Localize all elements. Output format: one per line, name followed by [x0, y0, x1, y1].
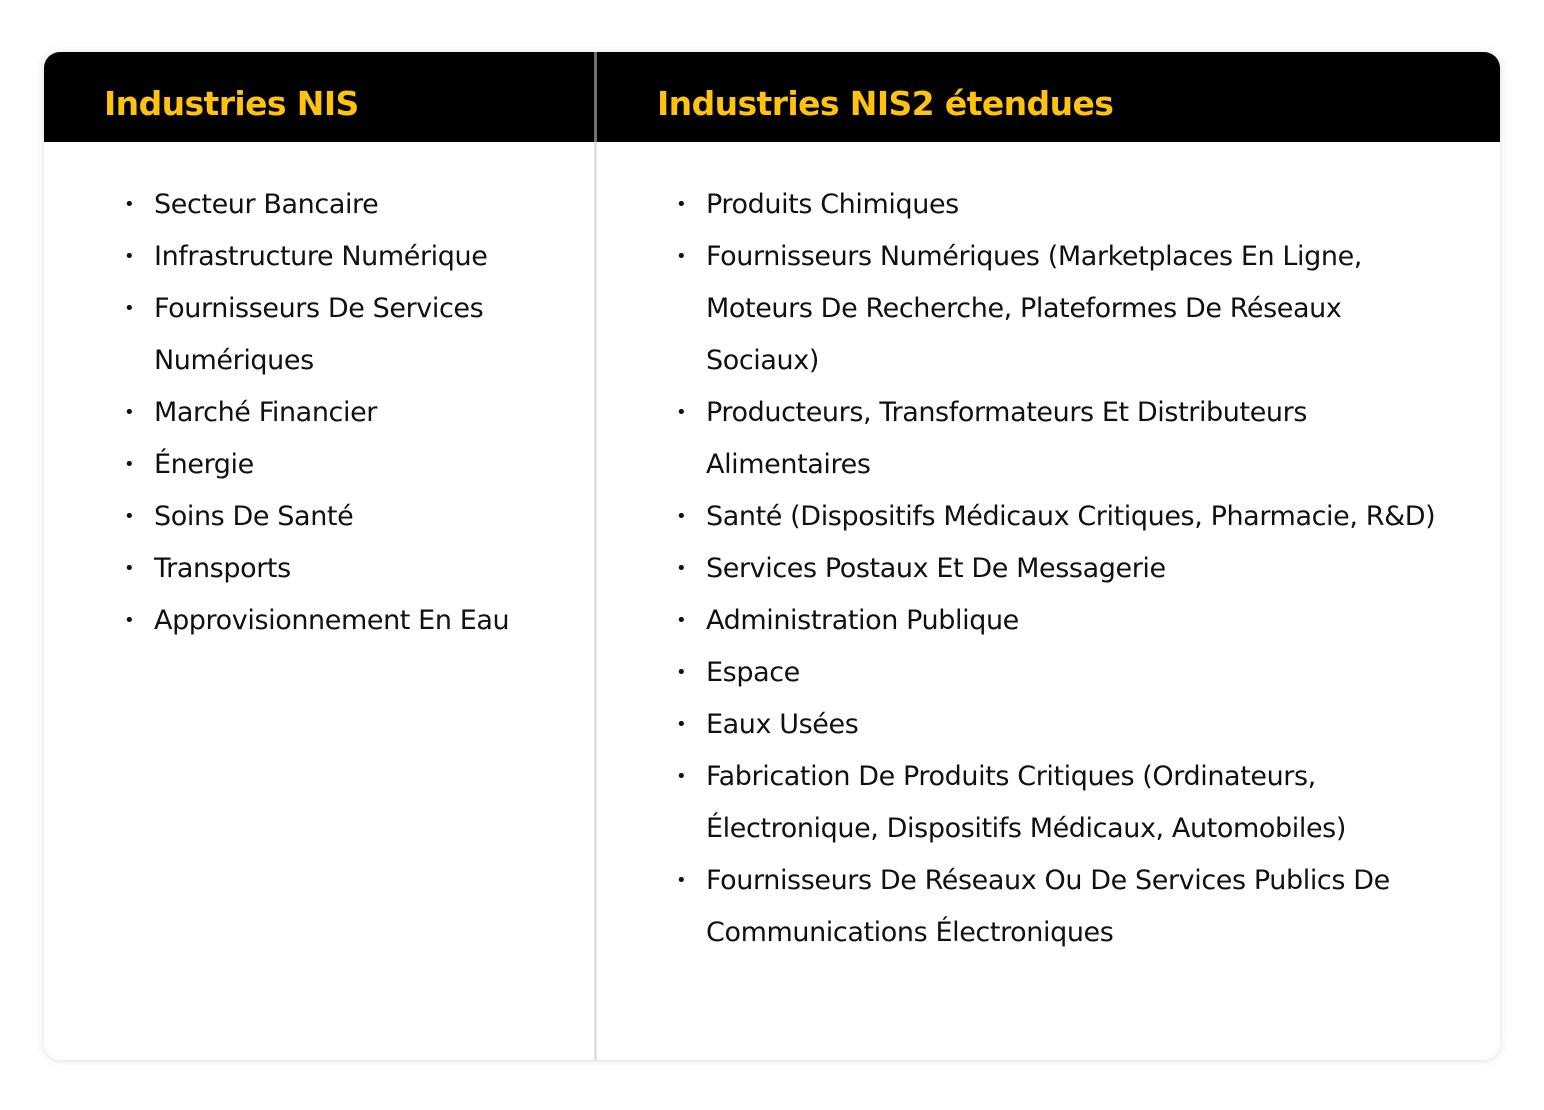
- list-item-label: Fabrication De Produits Critiques (Ordinateurs, Électronique, Dispositifs Médicaux, Automobiles): [706, 761, 1346, 844]
- list-item: [124, 231, 576, 283]
- bullet-icon: •: [676, 506, 687, 527]
- list-item: [676, 179, 1436, 231]
- bullet-icon: •: [676, 402, 687, 423]
- bullet-icon: •: [124, 194, 135, 215]
- list-item-label: Fournisseurs De Services Numériques: [154, 293, 484, 376]
- list-item-label: Fournisseurs Numériques (Marketplaces En Ligne, Moteurs De Recherche, Plateformes De Réseaux Sociaux): [706, 241, 1362, 376]
- list-item: [124, 595, 576, 647]
- list-item-label: Santé (Dispositifs Médicaux Critiques, Pharmacie, R&D): [706, 501, 1436, 532]
- list-item-label: Infrastructure Numérique: [154, 241, 488, 272]
- bullet-icon: •: [124, 506, 135, 527]
- list-item-label: Marché Financier: [154, 397, 377, 428]
- list-item: [676, 647, 1436, 699]
- bullet-icon: •: [124, 454, 135, 475]
- list-item: [124, 491, 576, 543]
- bullet-icon: •: [676, 714, 687, 735]
- bullet-icon: •: [676, 558, 687, 579]
- bullet-icon: •: [676, 246, 687, 267]
- bullet-icon: •: [676, 766, 687, 787]
- list-item-label: Administration Publique: [706, 605, 1019, 636]
- list-item: [676, 699, 1436, 751]
- bullet-icon: •: [676, 662, 687, 683]
- list-item: [124, 283, 576, 387]
- bullet-icon: •: [124, 402, 135, 423]
- list-item-label: Énergie: [154, 449, 254, 480]
- nis2-industries-list: [676, 179, 1436, 959]
- list-item-label: Secteur Bancaire: [154, 189, 379, 220]
- column-divider-header: [594, 52, 597, 142]
- column-title-nis: Industries NIS: [104, 84, 359, 123]
- list-item: [124, 439, 576, 491]
- list-item: [124, 179, 576, 231]
- list-item-label: Soins De Santé: [154, 501, 354, 532]
- list-item-label: Eaux Usées: [706, 709, 859, 740]
- list-item: [124, 387, 576, 439]
- bullet-icon: •: [124, 558, 135, 579]
- list-item: [676, 751, 1436, 855]
- column-divider: [594, 52, 597, 1060]
- list-item-label: Produits Chimiques: [706, 189, 959, 220]
- list-item: [676, 595, 1436, 647]
- list-item: [124, 543, 576, 595]
- bullet-icon: •: [676, 870, 687, 891]
- list-item: [676, 491, 1436, 543]
- bullet-icon: •: [124, 610, 135, 631]
- list-item: [676, 387, 1436, 491]
- bullet-icon: •: [676, 610, 687, 631]
- comparison-table: [44, 52, 1500, 1060]
- list-item: [676, 543, 1436, 595]
- list-item-label: Espace: [706, 657, 800, 688]
- bullet-icon: •: [676, 194, 687, 215]
- list-item-label: Services Postaux Et De Messagerie: [706, 553, 1166, 584]
- list-item-label: Producteurs, Transformateurs Et Distributeurs Alimentaires: [706, 397, 1307, 480]
- list-item-label: Fournisseurs De Réseaux Ou De Services Publics De Communications Électroniques: [706, 865, 1390, 948]
- bullet-icon: •: [124, 298, 135, 319]
- list-item: [676, 855, 1436, 959]
- list-item-label: Transports: [154, 553, 291, 584]
- nis-industries-list: [124, 179, 576, 647]
- bullet-icon: •: [124, 246, 135, 267]
- column-title-nis2: Industries NIS2 étendues: [657, 84, 1114, 123]
- list-item: [676, 231, 1436, 387]
- list-item-label: Approvisionnement En Eau: [154, 605, 510, 636]
